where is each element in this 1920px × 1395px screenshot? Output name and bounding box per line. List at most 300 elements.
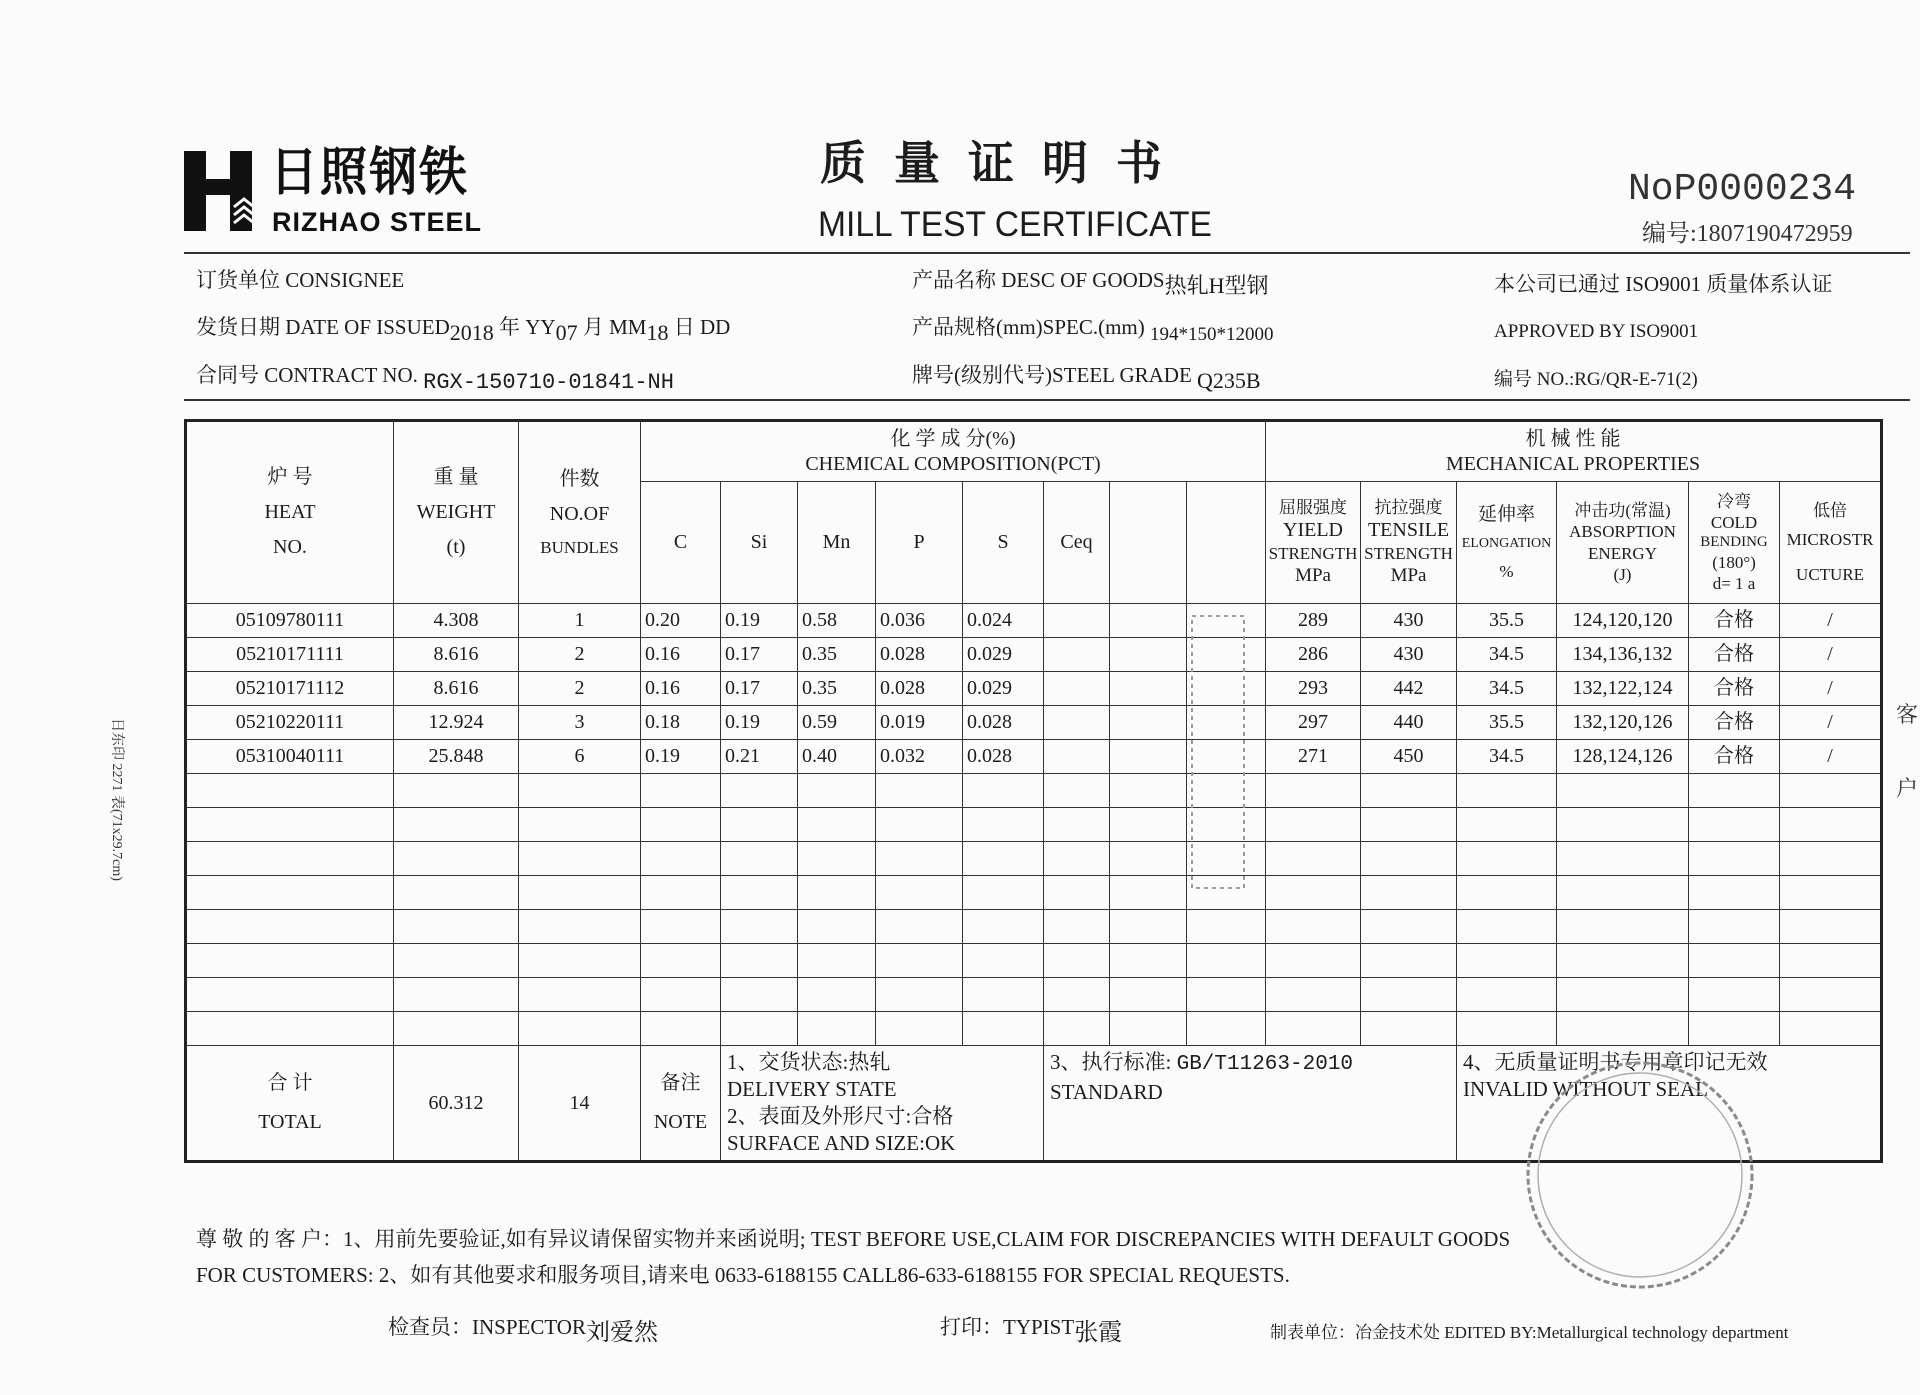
- cell-micro: /: [1780, 638, 1882, 672]
- cell-bundles: 3: [519, 706, 641, 740]
- cell-empty: [641, 910, 721, 944]
- empty-row: [186, 842, 1882, 876]
- cell-empty: [519, 808, 641, 842]
- iso-cn: 本公司已通过 ISO9001 质量体系认证: [1494, 272, 1833, 296]
- cell-micro: /: [1780, 740, 1882, 774]
- cell-empty: [1266, 910, 1361, 944]
- total-label: [186, 1046, 394, 1162]
- cell-empty: [876, 978, 963, 1012]
- footer-line-2: FOR CUSTOMERS: 2、如有其他要求和服务项目,请来电 0633-6188155 CALL86-633-6188155 FOR SPECIAL REQUESTS.: [196, 1263, 1290, 1287]
- cell-weight: 25.848: [394, 740, 519, 774]
- cell-empty: [1457, 944, 1557, 978]
- yield-unit: MPa: [1295, 565, 1331, 587]
- mech-header-cn: 机 械 性 能: [1525, 427, 1621, 450]
- cell-empty: [1110, 1012, 1187, 1046]
- cell-s: 0.028: [963, 740, 1044, 774]
- cell-empty: [963, 876, 1044, 910]
- cell-empty: [1780, 876, 1882, 910]
- tensile-unit: MPa: [1390, 565, 1427, 587]
- cell-empty: [1361, 910, 1457, 944]
- col-si: Si: [721, 482, 798, 604]
- cell-si: 0.19: [721, 706, 798, 740]
- cell-heat: 05210171112: [186, 672, 394, 706]
- cell-empty: [1780, 1012, 1882, 1046]
- col-elongation: [1457, 482, 1557, 604]
- cell-empty: [1044, 978, 1110, 1012]
- cell-empty: [1557, 842, 1689, 876]
- cell-blank: [1110, 638, 1187, 672]
- footer-line-1: 尊 敬 的 客 户：1、用前先要验证,如有异议请保留实物并来函说明; TEST BEFORE USE,CLAIM FOR DISCREPANCIES WITH DEFAULT GOODS: [196, 1227, 1511, 1251]
- cell-empty: [1689, 978, 1780, 1012]
- table-row: [186, 604, 1882, 638]
- bundles-header: [519, 421, 641, 604]
- cell-empty: [798, 910, 876, 944]
- cell-heat: 05310040111: [186, 740, 394, 774]
- cell-empty: [394, 876, 519, 910]
- steel-grade: [912, 361, 1261, 393]
- cell-empty: [641, 1012, 721, 1046]
- typist-name: 张霞: [1074, 1320, 1123, 1346]
- cold-cn: 冷弯: [1717, 491, 1752, 511]
- cell-empty: [1266, 876, 1361, 910]
- mech-header-en: MECHANICAL PROPERTIES: [1445, 452, 1701, 475]
- cell-empty: [798, 808, 876, 842]
- cell-empty: [1361, 978, 1457, 1012]
- bundles-header-cn: 件数: [559, 467, 600, 490]
- cell-empty: [798, 876, 876, 910]
- cell-empty: [1557, 774, 1689, 808]
- cell-empty: [876, 1012, 963, 1046]
- spec: [912, 313, 1274, 343]
- contract-value: RGX-150710-01841-NH: [423, 370, 674, 395]
- cell-empty: [1457, 978, 1557, 1012]
- cold-en4: d= 1 a: [1712, 574, 1756, 594]
- company-logo: [184, 143, 514, 237]
- inspector-label: 检查员：INSPECTOR: [388, 1315, 586, 1339]
- col-s: S: [963, 482, 1044, 604]
- cell-empty: [1689, 910, 1780, 944]
- cell-empty: [1110, 808, 1187, 842]
- cell-empty: [1110, 944, 1187, 978]
- cell-ceq: [1044, 638, 1110, 672]
- cell-cold: 合格: [1689, 604, 1780, 638]
- cell-elong: 35.5: [1457, 604, 1557, 638]
- date-label: 发货日期 DATE OF ISSUED: [196, 315, 450, 339]
- cell-empty: [1689, 842, 1780, 876]
- col-cold-bending: [1689, 482, 1780, 604]
- cell-blank: [1110, 604, 1187, 638]
- cell-empty: [876, 808, 963, 842]
- cell-empty: [876, 774, 963, 808]
- cell-empty: [1044, 944, 1110, 978]
- col-ceq: Ceq: [1044, 482, 1110, 604]
- cell-empty: [1044, 774, 1110, 808]
- note-cn: 备注: [660, 1072, 701, 1094]
- cell-empty: [1044, 842, 1110, 876]
- doc-number: 编号 NO.:RG/QR-E-71(2): [1494, 369, 1698, 390]
- cell-empty: [1457, 910, 1557, 944]
- date-month: 07: [555, 320, 578, 345]
- spec-value: 194*150*12000: [1150, 324, 1274, 345]
- cell-empty: [1361, 808, 1457, 842]
- cell-elong: 35.5: [1457, 706, 1557, 740]
- cell-elong: 34.5: [1457, 638, 1557, 672]
- cell-empty: [186, 876, 394, 910]
- cell-empty: [186, 910, 394, 944]
- cell-empty: [394, 774, 519, 808]
- yield-en2: STRENGTH: [1268, 544, 1358, 564]
- cell-si: 0.19: [721, 604, 798, 638]
- grade-label: 牌号(级别代号)STEEL GRADE: [912, 363, 1192, 387]
- cell-empty: [519, 910, 641, 944]
- cell-empty: [1361, 876, 1457, 910]
- cell-empty: [1780, 808, 1882, 842]
- cell-mn: 0.35: [798, 638, 876, 672]
- side-right-char-1: 客: [1896, 702, 1919, 727]
- cell-empty: [963, 808, 1044, 842]
- cell-empty: [1689, 808, 1780, 842]
- cell-empty: [963, 944, 1044, 978]
- cell-empty: [721, 944, 798, 978]
- cell-empty: [641, 978, 721, 1012]
- date-year: 2018: [449, 320, 494, 345]
- cell-empty: [394, 808, 519, 842]
- cell-blank: [1110, 672, 1187, 706]
- cell-empty: [1266, 842, 1361, 876]
- cell-weight: 8.616: [394, 638, 519, 672]
- heat-header-en: HEAT: [264, 501, 316, 523]
- weight-header-cn: 重 量: [433, 466, 479, 488]
- cell-s: 0.029: [963, 672, 1044, 706]
- micro-en2: UCTURE: [1796, 565, 1865, 585]
- cell-empty: [798, 774, 876, 808]
- day-label: 日 DD: [673, 315, 731, 339]
- cell-empty: [963, 842, 1044, 876]
- col-mn: Mn: [798, 482, 876, 604]
- cell-empty: [1780, 774, 1882, 808]
- typist: [940, 1314, 1123, 1346]
- date-of-issue: [196, 313, 731, 345]
- yield-en: YIELD: [1283, 519, 1343, 542]
- cell-si: 0.17: [721, 638, 798, 672]
- month-label: 月 MM: [582, 315, 647, 339]
- total-en: TOTAL: [258, 1111, 322, 1133]
- cell-empty: [798, 944, 876, 978]
- cell-empty: [876, 944, 963, 978]
- cell-empty: [1266, 808, 1361, 842]
- cell-empty: [1689, 774, 1780, 808]
- cell-bundles: 2: [519, 638, 641, 672]
- cell-empty: [1557, 944, 1689, 978]
- energy-en: ABSORPTION: [1569, 522, 1676, 542]
- cell-empty: [1457, 842, 1557, 876]
- cell-mn: 0.40: [798, 740, 876, 774]
- cell-empty: [1361, 842, 1457, 876]
- mechanical-properties-header: [1266, 421, 1882, 482]
- cell-empty: [186, 944, 394, 978]
- cold-en2: BENDING: [1700, 534, 1768, 551]
- cell-micro: /: [1780, 604, 1882, 638]
- cell-heat: 05109780111: [186, 604, 394, 638]
- cell-empty: [1457, 876, 1557, 910]
- cell-empty: [186, 978, 394, 1012]
- cell-empty: [721, 808, 798, 842]
- cell-empty: [394, 978, 519, 1012]
- iso-en: APPROVED BY ISO9001: [1494, 321, 1699, 342]
- title-en: MILL TEST CERTIFICATE: [818, 205, 1212, 244]
- cell-s: 0.029: [963, 638, 1044, 672]
- note4-en: INVALID WITHOUT SEAL: [1463, 1076, 1708, 1101]
- micro-cn: 低倍: [1813, 500, 1848, 520]
- cold-en3: (180°): [1712, 552, 1756, 572]
- weight-header: [394, 421, 519, 604]
- yield-cn: 屈服强度: [1279, 497, 1348, 517]
- cell-empty: [1780, 910, 1882, 944]
- cell-empty: [721, 774, 798, 808]
- grade-value: Q235B: [1197, 368, 1261, 393]
- chem-header-en: CHEMICAL COMPOSITION(PCT): [805, 452, 1101, 475]
- cell-bundles: 2: [519, 672, 641, 706]
- cell-cold: 合格: [1689, 638, 1780, 672]
- total-cn: 合 计: [267, 1072, 313, 1094]
- cell-yield: 297: [1266, 706, 1361, 740]
- note1-cn: 1、交货状态:热轧: [727, 1050, 891, 1074]
- col-c: C: [641, 482, 721, 604]
- col-energy: [1557, 482, 1689, 604]
- cell-c: 0.18: [641, 706, 721, 740]
- cell-p: 0.028: [876, 672, 963, 706]
- heat-header-en2: NO.: [273, 536, 307, 558]
- cell-tensile: 430: [1361, 604, 1457, 638]
- cell-si: 0.17: [721, 672, 798, 706]
- tensile-en2: STRENGTH: [1364, 544, 1453, 564]
- cell-energy: 132,120,126: [1557, 706, 1689, 740]
- note1-en: DELIVERY STATE: [727, 1076, 897, 1101]
- cell-empty: [519, 1012, 641, 1046]
- note3-cn: 3、执行标准:: [1050, 1050, 1172, 1074]
- cell-empty: [186, 1012, 394, 1046]
- cell-blank: [1110, 706, 1187, 740]
- cell-empty: [1044, 910, 1110, 944]
- empty-row: [186, 774, 1882, 808]
- cell-blank: [1110, 740, 1187, 774]
- cell-empty: [963, 910, 1044, 944]
- cell-tensile: 450: [1361, 740, 1457, 774]
- cell-empty: [963, 1012, 1044, 1046]
- cell-empty: [1361, 1012, 1457, 1046]
- inspector-name: 刘爱然: [585, 1320, 658, 1346]
- cell-tensile: 440: [1361, 706, 1457, 740]
- cell-c: 0.20: [641, 604, 721, 638]
- cell-cold: 合格: [1689, 706, 1780, 740]
- rizhao-h-logo-icon: [184, 151, 256, 231]
- cell-empty: [798, 978, 876, 1012]
- consignee-label: 订货单位 CONSIGNEE: [196, 268, 405, 292]
- cell-s: 0.024: [963, 604, 1044, 638]
- weight-header-en: WEIGHT: [416, 501, 496, 523]
- col-blank: [1110, 482, 1187, 604]
- col-tensile: [1361, 482, 1457, 604]
- cell-heat: 05210171111: [186, 638, 394, 672]
- cell-ceq: [1044, 740, 1110, 774]
- cell-weight: 8.616: [394, 672, 519, 706]
- cell-empty: [519, 842, 641, 876]
- cell-empty: [1044, 1012, 1110, 1046]
- contract-label: 合同号 CONTRACT NO.: [196, 363, 418, 387]
- empty-row: [186, 876, 1882, 910]
- date-day: 18: [646, 320, 669, 345]
- chem-header-cn: 化 学 成 分(%): [890, 427, 1016, 450]
- table-header-row: [186, 421, 1882, 482]
- cell-empty: [641, 774, 721, 808]
- bundles-header-en2: BUNDLES: [540, 537, 619, 557]
- cell-micro: /: [1780, 706, 1882, 740]
- cell-empty: [798, 1012, 876, 1046]
- company-seal-stamp: [1520, 1055, 1760, 1295]
- cell-empty: [1457, 808, 1557, 842]
- cell-energy: 132,122,124: [1557, 672, 1689, 706]
- cell-empty: [519, 876, 641, 910]
- cell-empty: [641, 876, 721, 910]
- cell-empty: [641, 944, 721, 978]
- notes-standard: [1044, 1046, 1457, 1162]
- empty-row: [186, 944, 1882, 978]
- cell-empty: [1457, 774, 1557, 808]
- note2-cn: 2、表面及外形尺寸:合格: [727, 1103, 954, 1128]
- inspector: [388, 1314, 658, 1346]
- cell-empty: [1557, 876, 1689, 910]
- note3-en: STANDARD: [1050, 1079, 1163, 1104]
- cell-empty: [1780, 978, 1882, 1012]
- edited-by: 制表单位：冶金技术处 EDITED BY:Metallurgical technology department: [1270, 1323, 1789, 1342]
- cell-empty: [798, 842, 876, 876]
- cell-empty: [1457, 1012, 1557, 1046]
- col-microstructure: [1780, 482, 1882, 604]
- cell-empty: [1187, 1012, 1266, 1046]
- note4-cn: 4、无质量证明书专用章印记无效: [1463, 1050, 1768, 1074]
- cell-empty: [1361, 774, 1457, 808]
- col-yield: [1266, 482, 1361, 604]
- certificate-code: 编号:1807190472959: [1642, 221, 1853, 247]
- cell-empty: [721, 910, 798, 944]
- cell-yield: 293: [1266, 672, 1361, 706]
- cell-empty: [519, 944, 641, 978]
- weight-header-unit: (t): [446, 536, 466, 558]
- cell-empty: [876, 842, 963, 876]
- cell-empty: [1689, 1012, 1780, 1046]
- cell-si: 0.21: [721, 740, 798, 774]
- cell-c: 0.19: [641, 740, 721, 774]
- cell-micro: /: [1780, 672, 1882, 706]
- col-p: P: [876, 482, 963, 604]
- cell-empty: [876, 876, 963, 910]
- cell-empty: [721, 1012, 798, 1046]
- elong-cn: 延伸率: [1478, 504, 1536, 526]
- cell-ceq: [1044, 706, 1110, 740]
- cell-empty: [1110, 978, 1187, 1012]
- empty-row: [186, 978, 1882, 1012]
- title-cn: 质量证明书: [820, 136, 1190, 190]
- energy-unit: (J): [1613, 564, 1632, 584]
- year-label: 年 YY: [499, 315, 556, 339]
- note2-en: SURFACE AND SIZE:OK: [727, 1130, 956, 1155]
- cell-empty: [721, 842, 798, 876]
- cell-empty: [1557, 978, 1689, 1012]
- energy-cn: 冲击功(常温): [1574, 501, 1671, 520]
- standard-value: GB/T11263-2010: [1176, 1053, 1354, 1076]
- cell-c: 0.16: [641, 638, 721, 672]
- empty-row: [186, 1012, 1882, 1046]
- goods-desc: [912, 266, 1269, 298]
- cell-yield: 286: [1266, 638, 1361, 672]
- cell-energy: 134,136,132: [1557, 638, 1689, 672]
- divider: [184, 252, 1910, 254]
- table-row: [186, 706, 1882, 740]
- cell-empty: [1110, 774, 1187, 808]
- side-right-char-2: 户: [1896, 776, 1919, 801]
- cell-empty: [394, 1012, 519, 1046]
- col-blank: [1187, 482, 1266, 604]
- micro-en: MICROSTR: [1786, 529, 1874, 549]
- cell-empty: [963, 774, 1044, 808]
- tensile-cn: 抗拉强度: [1374, 497, 1443, 517]
- cell-c: 0.16: [641, 672, 721, 706]
- empty-row: [186, 910, 1882, 944]
- contract-number: [196, 361, 674, 395]
- cell-bundles: 1: [519, 604, 641, 638]
- cell-empty: [1689, 876, 1780, 910]
- bundles-header-en: NO.OF: [549, 502, 610, 525]
- cell-empty: [519, 978, 641, 1012]
- cell-p: 0.019: [876, 706, 963, 740]
- elong-en: ELONGATION: [1461, 536, 1552, 551]
- cell-empty: [1361, 944, 1457, 978]
- cell-energy: 124,120,120: [1557, 604, 1689, 638]
- total-bundles: 14: [519, 1046, 641, 1162]
- cell-p: 0.032: [876, 740, 963, 774]
- notes-delivery-surface: [721, 1046, 1044, 1162]
- cell-empty: [1044, 876, 1110, 910]
- table-row: [186, 672, 1882, 706]
- cell-empty: [1266, 1012, 1361, 1046]
- certificate-table: [184, 419, 1883, 1163]
- note-en: NOTE: [653, 1111, 708, 1133]
- cell-empty: [1557, 808, 1689, 842]
- chemical-composition-header: [641, 421, 1266, 482]
- cell-p: 0.028: [876, 638, 963, 672]
- divider: [184, 399, 1910, 401]
- cell-mn: 0.35: [798, 672, 876, 706]
- cell-empty: [641, 808, 721, 842]
- cell-s: 0.028: [963, 706, 1044, 740]
- side-print-note: 日东印 2271 表(71x29.7cm): [109, 718, 124, 881]
- cell-empty: [1557, 1012, 1689, 1046]
- cell-empty: [186, 808, 394, 842]
- cell-empty: [1110, 876, 1187, 910]
- empty-row: [186, 808, 1882, 842]
- cell-yield: 271: [1266, 740, 1361, 774]
- cell-empty: [1110, 842, 1187, 876]
- cell-empty: [394, 910, 519, 944]
- cell-empty: [186, 774, 394, 808]
- table-body: [186, 604, 1882, 1046]
- cell-weight: 12.924: [394, 706, 519, 740]
- cell-empty: [1557, 910, 1689, 944]
- heat-header-cn: 炉 号: [267, 466, 313, 488]
- cell-empty: [519, 774, 641, 808]
- cell-elong: 34.5: [1457, 740, 1557, 774]
- cell-elong: 34.5: [1457, 672, 1557, 706]
